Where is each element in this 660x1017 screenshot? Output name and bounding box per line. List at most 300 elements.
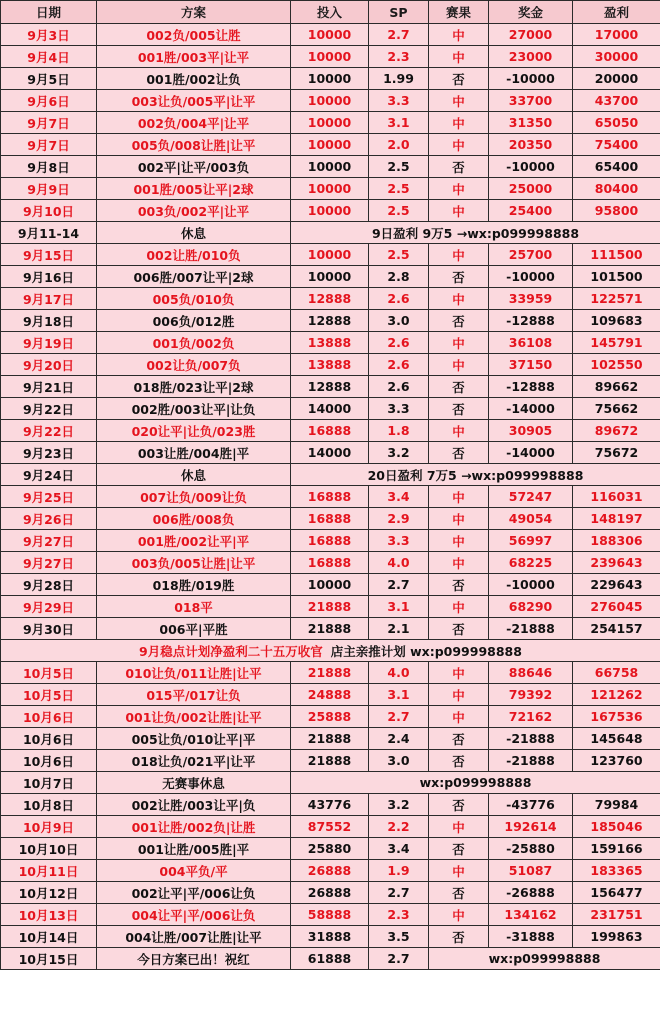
- cell-result: 否: [429, 68, 489, 90]
- banner-headline: 9月稳点计划净盈利二十五万收官: [139, 643, 323, 659]
- cell-prize: 25400: [489, 200, 573, 222]
- cell-sp: 3.2: [369, 794, 429, 816]
- cell-plan: 020让平|让负/023胜: [97, 420, 291, 442]
- cell-sp: 3.4: [369, 838, 429, 860]
- table-body: [1, 24, 660, 970]
- cell-bet: 10000: [291, 244, 369, 266]
- cell-sp: 2.5: [369, 156, 429, 178]
- cell-profit: 79984: [573, 794, 660, 816]
- cell-result: 否: [429, 838, 489, 860]
- cell-result: 中: [429, 354, 489, 376]
- cell-result: 否: [429, 398, 489, 420]
- table-row: [1, 508, 660, 530]
- cell-plan: 006平|平胜: [97, 618, 291, 640]
- header-bet: 投入: [291, 1, 369, 24]
- cell-bet: 21888: [291, 750, 369, 772]
- table-row: [1, 794, 660, 816]
- cell-profit: 239643: [573, 552, 660, 574]
- cell-sp: 3.0: [369, 750, 429, 772]
- cell-plan: 001让胜/005胜|平: [97, 838, 291, 860]
- cell-prize: -21888: [489, 728, 573, 750]
- cell-sp: 3.3: [369, 398, 429, 420]
- cell-bet: 10000: [291, 24, 369, 46]
- cell-date: 9月17日: [1, 288, 97, 310]
- cell-date: 9月26日: [1, 508, 97, 530]
- cell-note: wx:p099998888: [429, 948, 660, 970]
- table-row: [1, 178, 660, 200]
- table-row: [1, 596, 660, 618]
- cell-prize: 30905: [489, 420, 573, 442]
- cell-date: 9月24日: [1, 464, 97, 486]
- cell-plan: 006负/012胜: [97, 310, 291, 332]
- cell-prize: -21888: [489, 618, 573, 640]
- cell-profit: 185046: [573, 816, 660, 838]
- cell-plan: 003让胜/004胜|平: [97, 442, 291, 464]
- table-row: [1, 618, 660, 640]
- cell-bet: 10000: [291, 134, 369, 156]
- cell-date: 9月10日: [1, 200, 97, 222]
- table-row: [1, 486, 660, 508]
- cell-profit: 66758: [573, 662, 660, 684]
- cell-sp: 2.6: [369, 354, 429, 376]
- cell-date: 10月8日: [1, 794, 97, 816]
- cell-prize: -14000: [489, 442, 573, 464]
- cell-sp: 2.7: [369, 574, 429, 596]
- header-result: 赛果: [429, 1, 489, 24]
- cell-bet: 10000: [291, 68, 369, 90]
- cell-bet: 10000: [291, 178, 369, 200]
- cell-date: 9月30日: [1, 618, 97, 640]
- cell-prize: -21888: [489, 750, 573, 772]
- table-row: [1, 244, 660, 266]
- cell-plan: 007让负/009让负: [97, 486, 291, 508]
- table-row: [1, 772, 660, 794]
- table-row: [1, 684, 660, 706]
- cell-prize: 88646: [489, 662, 573, 684]
- cell-note: 20日盈利 7万5 →wx:p099998888: [291, 464, 660, 486]
- cell-prize: 51087: [489, 860, 573, 882]
- cell-prize: 56997: [489, 530, 573, 552]
- cell-profit: 183365: [573, 860, 660, 882]
- cell-plan: 004让平|平/006让负: [97, 904, 291, 926]
- cell-result: 否: [429, 156, 489, 178]
- table-row: [1, 706, 660, 728]
- cell-plan: 002让平|平/006让负: [97, 882, 291, 904]
- cell-bet: 10000: [291, 200, 369, 222]
- cell-result: 中: [429, 706, 489, 728]
- cell-bet: 16888: [291, 486, 369, 508]
- cell-result: 中: [429, 420, 489, 442]
- cell-plan: 018胜/023让平|2球: [97, 376, 291, 398]
- cell-result: 中: [429, 530, 489, 552]
- cell-prize: 27000: [489, 24, 573, 46]
- table-row: [1, 552, 660, 574]
- cell-bet: 21888: [291, 596, 369, 618]
- header-plan: 方案: [97, 1, 291, 24]
- cell-result: 否: [429, 926, 489, 948]
- cell-prize: -10000: [489, 68, 573, 90]
- cell-bet: 16888: [291, 420, 369, 442]
- cell-profit: 89662: [573, 376, 660, 398]
- cell-result: 否: [429, 376, 489, 398]
- cell-plan: 006胜/007让平|2球: [97, 266, 291, 288]
- cell-date: 10月5日: [1, 662, 97, 684]
- cell-result: 中: [429, 24, 489, 46]
- cell-bet: 10000: [291, 156, 369, 178]
- cell-profit: 75662: [573, 398, 660, 420]
- cell-profit: 75672: [573, 442, 660, 464]
- table-row: [1, 68, 660, 90]
- table-row: [1, 530, 660, 552]
- cell-sp: 2.1: [369, 618, 429, 640]
- table-row: [1, 464, 660, 486]
- cell-sp: 4.0: [369, 552, 429, 574]
- table-row: [1, 288, 660, 310]
- header-profit: 盈利: [573, 1, 660, 24]
- cell-sp: 2.6: [369, 376, 429, 398]
- cell-profit: 199863: [573, 926, 660, 948]
- cell-date: 10月11日: [1, 860, 97, 882]
- cell-bet: 14000: [291, 442, 369, 464]
- cell-date: 10月6日: [1, 728, 97, 750]
- cell-result: 中: [429, 288, 489, 310]
- cell-prize: 192614: [489, 816, 573, 838]
- header-row: [1, 1, 660, 24]
- cell-bet: 14000: [291, 398, 369, 420]
- header-prize: 奖金: [489, 1, 573, 24]
- cell-bet: 16888: [291, 552, 369, 574]
- cell-prize: -26888: [489, 882, 573, 904]
- table-row: [1, 376, 660, 398]
- cell-bet: 21888: [291, 618, 369, 640]
- cell-bet: 43776: [291, 794, 369, 816]
- cell-profit: 95800: [573, 200, 660, 222]
- cell-prize: 49054: [489, 508, 573, 530]
- cell-sp: 2.7: [369, 706, 429, 728]
- cell-prize: 57247: [489, 486, 573, 508]
- cell-sp: 2.7: [369, 24, 429, 46]
- cell-profit: 188306: [573, 530, 660, 552]
- cell-plan: 无赛事休息: [97, 772, 291, 794]
- cell-result: 否: [429, 310, 489, 332]
- cell-plan: 018平: [97, 596, 291, 618]
- cell-profit: 20000: [573, 68, 660, 90]
- table-row: [1, 816, 660, 838]
- cell-bet: 25888: [291, 706, 369, 728]
- cell-result: 中: [429, 178, 489, 200]
- cell-plan: 010让负/011让胜|让平: [97, 662, 291, 684]
- cell-sp: 2.3: [369, 904, 429, 926]
- cell-profit: 116031: [573, 486, 660, 508]
- cell-sp: 3.3: [369, 530, 429, 552]
- banner-cell: [1, 640, 660, 662]
- cell-bet: 25880: [291, 838, 369, 860]
- cell-bet: 21888: [291, 728, 369, 750]
- cell-result: 中: [429, 662, 489, 684]
- header-date: 日期: [1, 1, 97, 24]
- banner-contact: 店主亲推计划 wx:p099998888: [330, 643, 522, 659]
- cell-plan: 015平/017让负: [97, 684, 291, 706]
- table-row: [1, 882, 660, 904]
- cell-plan: 002平|让平/003负: [97, 156, 291, 178]
- cell-bet: 61888: [291, 948, 369, 970]
- cell-result: 中: [429, 112, 489, 134]
- table-row: [1, 750, 660, 772]
- cell-date: 9月18日: [1, 310, 97, 332]
- cell-result: 中: [429, 684, 489, 706]
- cell-sp: 3.2: [369, 442, 429, 464]
- cell-profit: 229643: [573, 574, 660, 596]
- cell-date: 9月27日: [1, 552, 97, 574]
- cell-prize: -10000: [489, 574, 573, 596]
- cell-result: 中: [429, 552, 489, 574]
- cell-bet: 12888: [291, 376, 369, 398]
- cell-plan: 001胜/002让负: [97, 68, 291, 90]
- cell-bet: 10000: [291, 112, 369, 134]
- cell-prize: -25880: [489, 838, 573, 860]
- cell-profit: 231751: [573, 904, 660, 926]
- cell-date: 9月20日: [1, 354, 97, 376]
- table-row: [1, 90, 660, 112]
- cell-result: 中: [429, 860, 489, 882]
- cell-result: 否: [429, 794, 489, 816]
- cell-plan: 005负/008让胜|让平: [97, 134, 291, 156]
- cell-date: 10月10日: [1, 838, 97, 860]
- cell-sp: 2.5: [369, 200, 429, 222]
- table-row: [1, 948, 660, 970]
- cell-result: 中: [429, 134, 489, 156]
- table-row: [1, 640, 660, 662]
- cell-result: 中: [429, 332, 489, 354]
- cell-prize: -10000: [489, 156, 573, 178]
- cell-prize: 23000: [489, 46, 573, 68]
- cell-sp: 2.9: [369, 508, 429, 530]
- table-row: [1, 310, 660, 332]
- cell-date: 9月27日: [1, 530, 97, 552]
- cell-date: 9月7日: [1, 134, 97, 156]
- cell-plan: 今日方案已出！祝红: [97, 948, 291, 970]
- cell-profit: 30000: [573, 46, 660, 68]
- cell-sp: 2.2: [369, 816, 429, 838]
- cell-plan: 002胜/003让平|让负: [97, 398, 291, 420]
- cell-result: 中: [429, 90, 489, 112]
- cell-result: 中: [429, 46, 489, 68]
- cell-date: 9月3日: [1, 24, 97, 46]
- cell-bet: 26888: [291, 882, 369, 904]
- table-row: [1, 904, 660, 926]
- cell-date: 10月15日: [1, 948, 97, 970]
- cell-date: 9月7日: [1, 112, 97, 134]
- cell-profit: 148197: [573, 508, 660, 530]
- cell-profit: 65050: [573, 112, 660, 134]
- cell-date: 9月21日: [1, 376, 97, 398]
- cell-profit: 80400: [573, 178, 660, 200]
- cell-result: 否: [429, 882, 489, 904]
- cell-profit: 111500: [573, 244, 660, 266]
- cell-bet: 31888: [291, 926, 369, 948]
- table-row: [1, 662, 660, 684]
- cell-bet: 10000: [291, 266, 369, 288]
- cell-profit: 65400: [573, 156, 660, 178]
- cell-date: 9月19日: [1, 332, 97, 354]
- cell-bet: 10000: [291, 46, 369, 68]
- cell-plan: 003负/005让胜|让平: [97, 552, 291, 574]
- cell-bet: 26888: [291, 860, 369, 882]
- cell-prize: 134162: [489, 904, 573, 926]
- cell-result: 否: [429, 574, 489, 596]
- cell-note: 9日盈利 9万5 →wx:p099998888: [291, 222, 660, 244]
- cell-plan: 003让负/005平|让平: [97, 90, 291, 112]
- table-row: [1, 156, 660, 178]
- cell-profit: 145648: [573, 728, 660, 750]
- cell-plan: 002负/005让胜: [97, 24, 291, 46]
- cell-prize: -12888: [489, 310, 573, 332]
- table-row: [1, 838, 660, 860]
- cell-bet: 10000: [291, 90, 369, 112]
- cell-sp: 3.1: [369, 112, 429, 134]
- cell-date: 10月6日: [1, 750, 97, 772]
- cell-result: 否: [429, 750, 489, 772]
- table-row: [1, 134, 660, 156]
- cell-profit: 159166: [573, 838, 660, 860]
- cell-profit: 43700: [573, 90, 660, 112]
- cell-date: 9月6日: [1, 90, 97, 112]
- cell-prize: 25700: [489, 244, 573, 266]
- cell-date: 10月14日: [1, 926, 97, 948]
- cell-sp: 3.4: [369, 486, 429, 508]
- cell-bet: 10000: [291, 574, 369, 596]
- cell-date: 9月5日: [1, 68, 97, 90]
- cell-result: 中: [429, 508, 489, 530]
- cell-sp: 3.1: [369, 596, 429, 618]
- cell-profit: 167536: [573, 706, 660, 728]
- cell-profit: 123760: [573, 750, 660, 772]
- cell-result: 中: [429, 904, 489, 926]
- table-row: [1, 398, 660, 420]
- cell-result: 中: [429, 244, 489, 266]
- table-row: [1, 354, 660, 376]
- table-row: [1, 24, 660, 46]
- cell-profit: 89672: [573, 420, 660, 442]
- cell-date: 9月22日: [1, 398, 97, 420]
- cell-plan: 005让负/010让平|平: [97, 728, 291, 750]
- cell-date: 10月7日: [1, 772, 97, 794]
- cell-plan: 001胜/005让平|2球: [97, 178, 291, 200]
- cell-profit: 276045: [573, 596, 660, 618]
- cell-sp: 3.1: [369, 684, 429, 706]
- cell-profit: 122571: [573, 288, 660, 310]
- cell-prize: 33959: [489, 288, 573, 310]
- cell-profit: 156477: [573, 882, 660, 904]
- cell-date: 9月15日: [1, 244, 97, 266]
- cell-prize: 33700: [489, 90, 573, 112]
- cell-profit: 254157: [573, 618, 660, 640]
- cell-sp: 2.5: [369, 244, 429, 266]
- cell-result: 否: [429, 728, 489, 750]
- table-row: [1, 46, 660, 68]
- cell-prize: 20350: [489, 134, 573, 156]
- cell-date: 10月5日: [1, 684, 97, 706]
- cell-sp: 2.5: [369, 178, 429, 200]
- cell-plan: 001胜/003平|让平: [97, 46, 291, 68]
- cell-prize: 25000: [489, 178, 573, 200]
- cell-date: 10月13日: [1, 904, 97, 926]
- cell-prize: -10000: [489, 266, 573, 288]
- cell-date: 9月22日: [1, 420, 97, 442]
- cell-sp: 4.0: [369, 662, 429, 684]
- cell-plan: 002让胜/003让平|负: [97, 794, 291, 816]
- cell-plan: 001负/002负: [97, 332, 291, 354]
- cell-sp: 1.9: [369, 860, 429, 882]
- cell-profit: 17000: [573, 24, 660, 46]
- cell-date: 9月29日: [1, 596, 97, 618]
- cell-result: 否: [429, 442, 489, 464]
- header-sp: SP: [369, 1, 429, 24]
- cell-prize: -31888: [489, 926, 573, 948]
- cell-prize: 37150: [489, 354, 573, 376]
- cell-plan: 001胜/002让平|平: [97, 530, 291, 552]
- cell-sp: 1.99: [369, 68, 429, 90]
- cell-date: 10月9日: [1, 816, 97, 838]
- table-row: [1, 266, 660, 288]
- cell-bet: 13888: [291, 354, 369, 376]
- cell-result: 否: [429, 618, 489, 640]
- table-row: [1, 442, 660, 464]
- cell-prize: 72162: [489, 706, 573, 728]
- cell-sp: 2.4: [369, 728, 429, 750]
- cell-sp: 1.8: [369, 420, 429, 442]
- table-row: [1, 112, 660, 134]
- cell-prize: 79392: [489, 684, 573, 706]
- cell-plan: 018让负/021平|让平: [97, 750, 291, 772]
- cell-date: 9月9日: [1, 178, 97, 200]
- cell-sp: 2.6: [369, 288, 429, 310]
- cell-bet: 87552: [291, 816, 369, 838]
- cell-plan: 休息: [97, 464, 291, 486]
- cell-note: wx:p099998888: [291, 772, 660, 794]
- cell-prize: 68290: [489, 596, 573, 618]
- cell-profit: 109683: [573, 310, 660, 332]
- cell-profit: 75400: [573, 134, 660, 156]
- cell-date: 9月8日: [1, 156, 97, 178]
- cell-profit: 121262: [573, 684, 660, 706]
- cell-prize: -14000: [489, 398, 573, 420]
- cell-prize: 31350: [489, 112, 573, 134]
- cell-plan: 002让负/007负: [97, 354, 291, 376]
- cell-plan: 002让胜/010负: [97, 244, 291, 266]
- cell-sp: 2.7: [369, 882, 429, 904]
- table-row: [1, 728, 660, 750]
- cell-plan: 005负/010负: [97, 288, 291, 310]
- cell-plan: 004让胜/007让胜|让平: [97, 926, 291, 948]
- cell-sp: 2.6: [369, 332, 429, 354]
- cell-bet: 12888: [291, 288, 369, 310]
- cell-sp: 2.8: [369, 266, 429, 288]
- cell-result: 中: [429, 816, 489, 838]
- table-row: [1, 332, 660, 354]
- table-row: [1, 574, 660, 596]
- cell-sp: 3.5: [369, 926, 429, 948]
- cell-plan: 003负/002平|让平: [97, 200, 291, 222]
- table-row: [1, 200, 660, 222]
- cell-plan: 001让胜/002负|让胜: [97, 816, 291, 838]
- table-row: [1, 926, 660, 948]
- table-row: [1, 860, 660, 882]
- cell-result: 中: [429, 486, 489, 508]
- cell-plan: 休息: [97, 222, 291, 244]
- cell-bet: 24888: [291, 684, 369, 706]
- cell-plan: 006胜/008负: [97, 508, 291, 530]
